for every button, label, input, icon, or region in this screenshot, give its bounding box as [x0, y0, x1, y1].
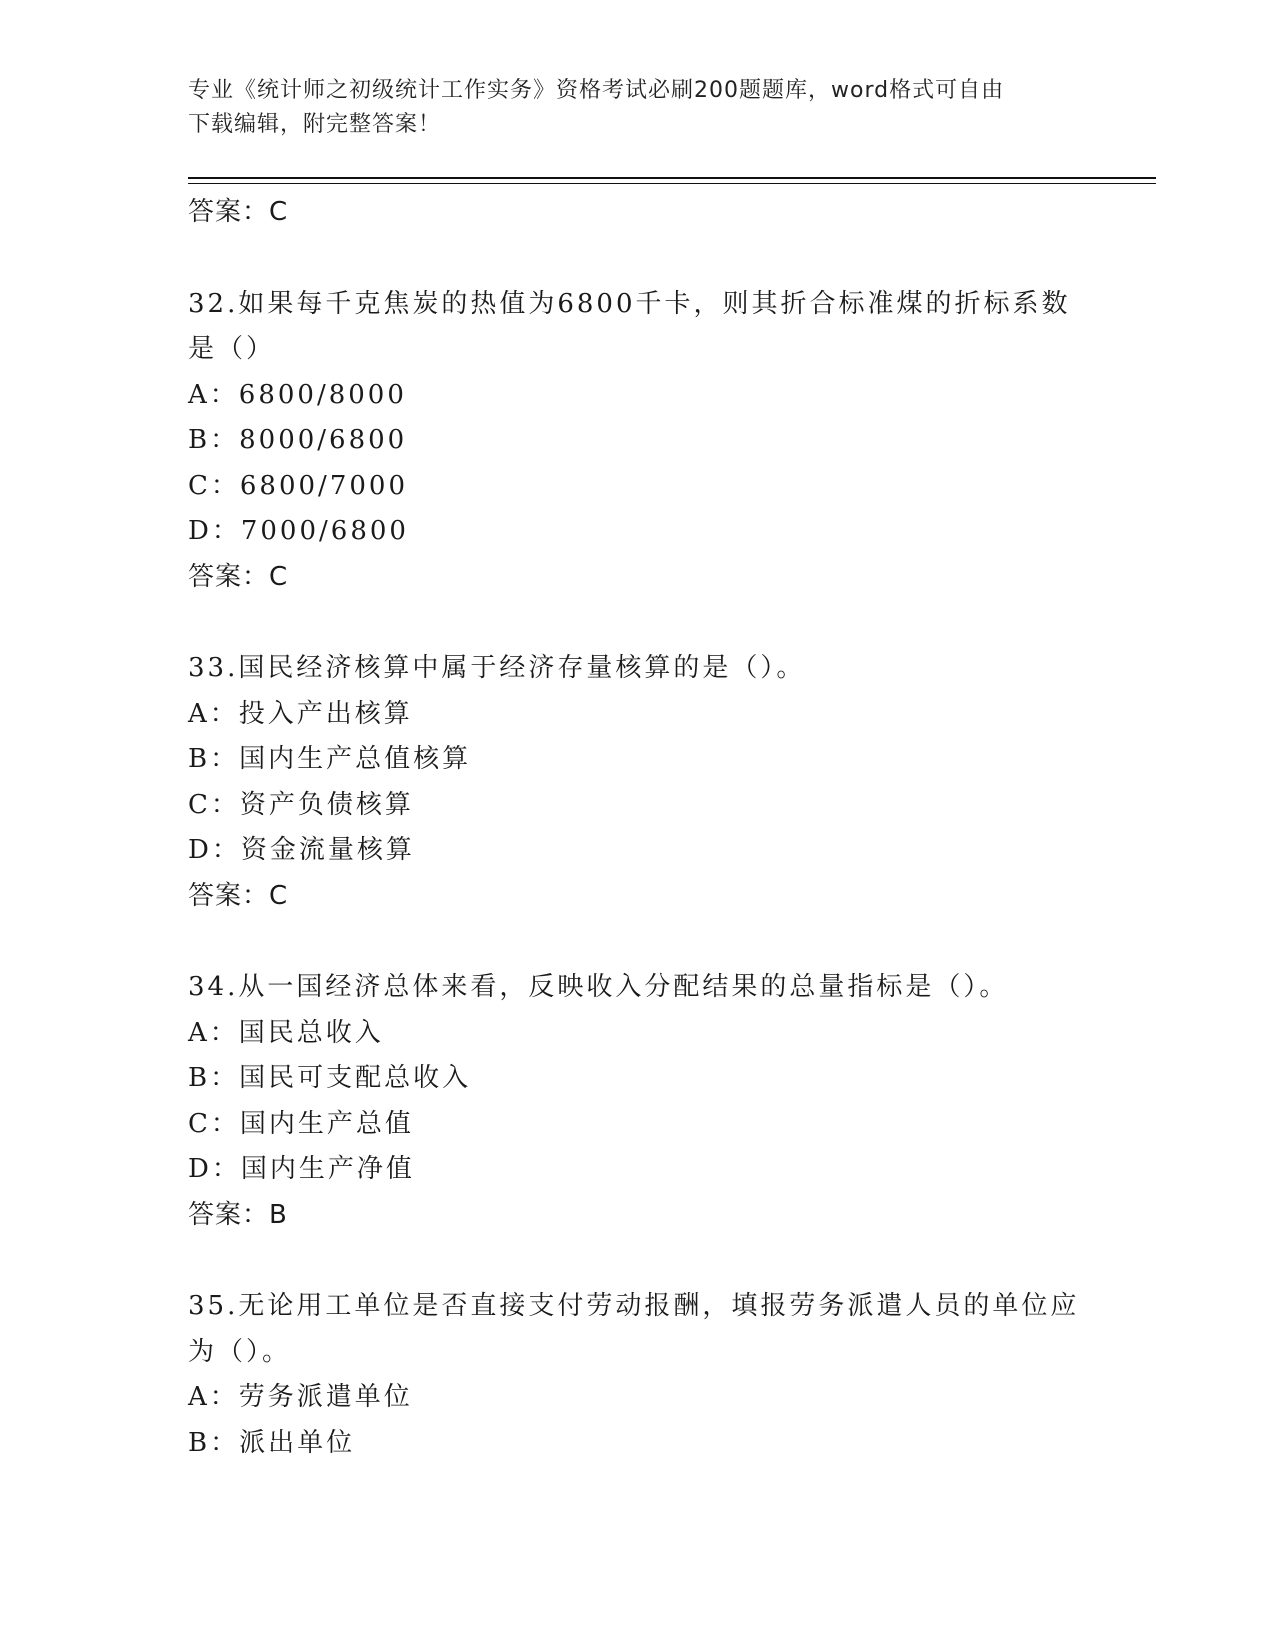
question-text: 32.如果每千克焦炭的热值为6800千卡，则其折合标准煤的折标系数 — [188, 288, 1071, 319]
previous-answer: 答案：C — [188, 197, 289, 227]
question-text: 为（）。 — [188, 1336, 292, 1367]
option-d: D：国内生产净值 — [188, 1154, 415, 1184]
answer: 答案：B — [188, 1199, 288, 1230]
question-text: 是（） — [188, 334, 276, 364]
option-b: B：国民可支配总收入 — [188, 1063, 472, 1093]
header-rule-thick — [188, 177, 1156, 179]
answer: 答案：C — [188, 880, 289, 911]
question-text: 35.无论用工单位是否直接支付劳动报酬，填报劳务派遣人员的单位应 — [188, 1291, 1080, 1321]
answer: 答案：C — [188, 561, 289, 592]
option-b: B：8000/6800 — [188, 425, 408, 455]
option-a: A：投入产出核算 — [188, 698, 413, 729]
question-35 — [188, 1284, 1088, 1466]
option-c: C：国内生产总值 — [188, 1108, 414, 1139]
question-text: 34.从一国经济总体来看，反映收入分配结果的总量指标是（）。 — [188, 972, 1009, 1002]
header-line-1: 专业《统计师之初级统计工作实务》资格考试必刷200题题库，word格式可自由 — [188, 78, 1005, 103]
header-rule-thin — [188, 183, 1156, 184]
question-32 — [188, 282, 1088, 601]
option-a: A：国民总收入 — [188, 1017, 384, 1048]
question-33 — [188, 646, 1088, 919]
option-b: B：国内生产总值核算 — [188, 744, 472, 774]
question-34 — [188, 965, 1088, 1238]
header-line-2: 下载编辑，附完整答案！ — [188, 112, 442, 137]
option-d: D：资金流量核算 — [188, 835, 415, 865]
option-b: B：派出单位 — [188, 1427, 356, 1458]
option-a: A：6800/8000 — [188, 379, 407, 410]
document-header — [188, 74, 1088, 142]
option-c: C：6800/7000 — [188, 470, 408, 501]
question-text: 33.国民经济核算中属于经济存量核算的是（）。 — [188, 653, 806, 683]
option-d: D：7000/6800 — [188, 516, 409, 546]
option-c: C：资产负债核算 — [188, 789, 414, 820]
option-a: A：劳务派遣单位 — [188, 1382, 413, 1412]
question-list — [188, 190, 1088, 1466]
